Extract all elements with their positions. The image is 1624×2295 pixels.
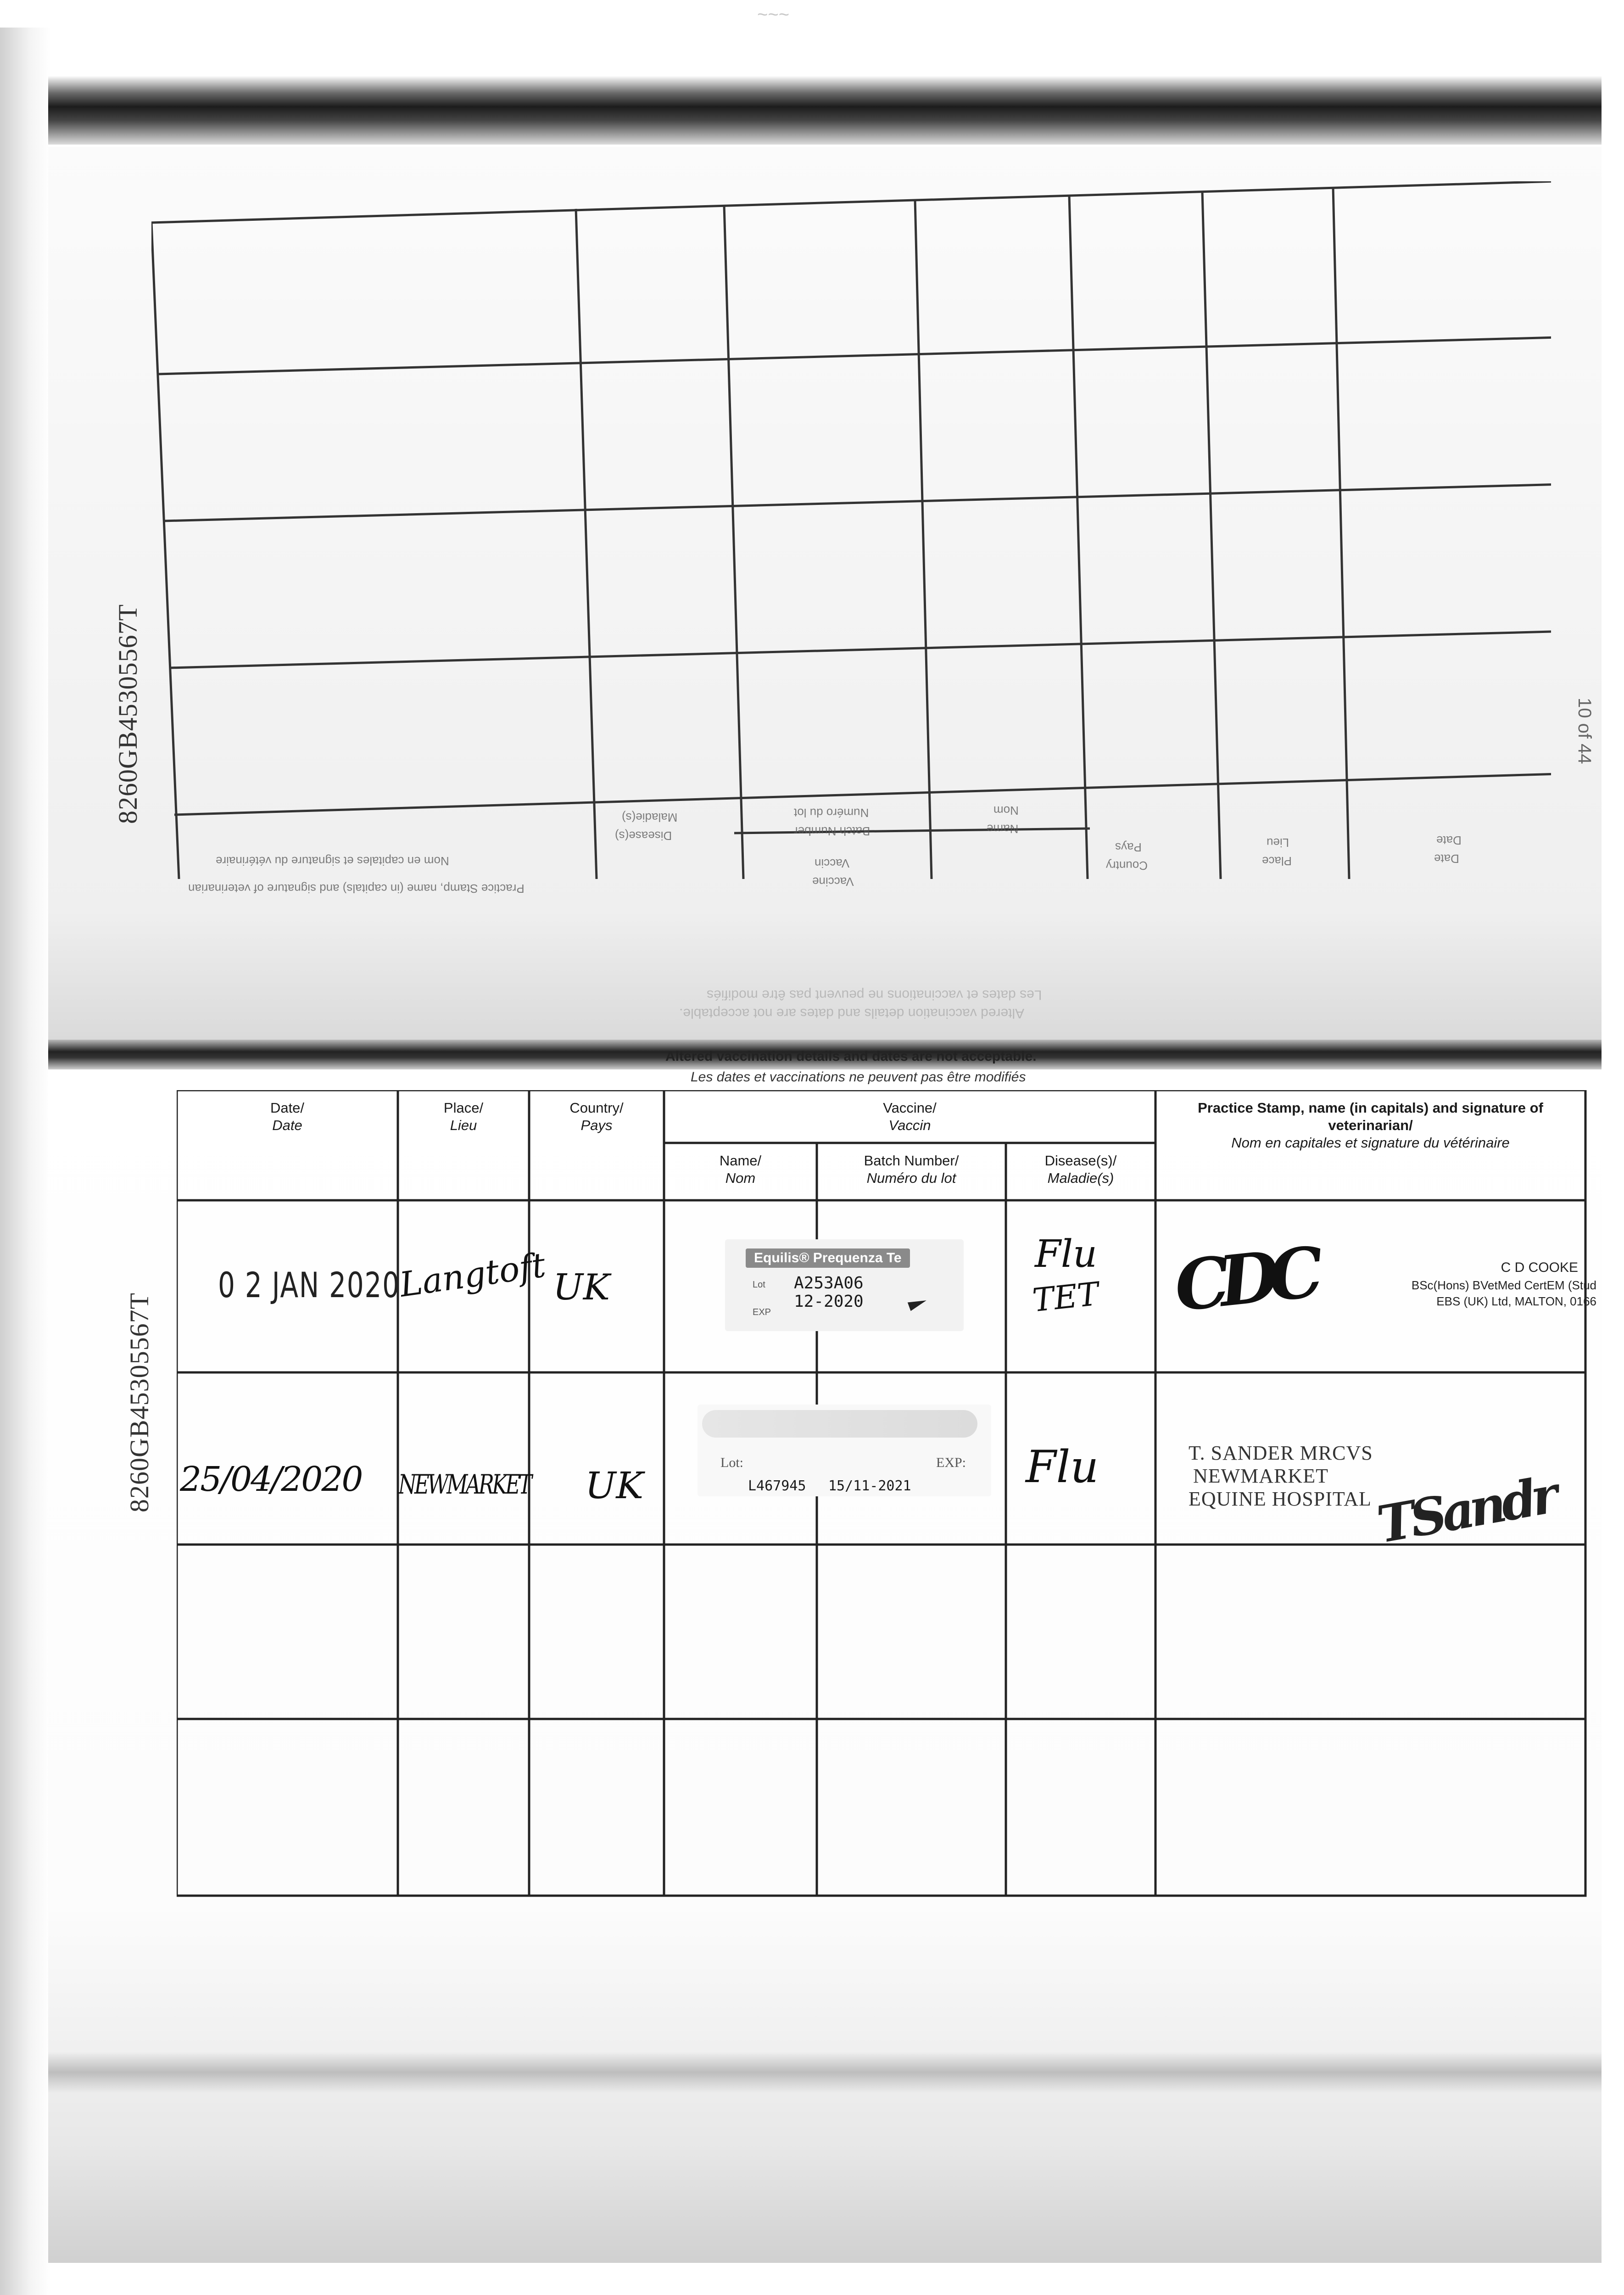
- row-1-lot: A253A06: [794, 1274, 864, 1293]
- row-1-disease-1: Flu: [1035, 1232, 1097, 1276]
- row-2-date: 25/04/2020: [180, 1460, 362, 1499]
- header-name-en: Name/: [719, 1153, 762, 1169]
- row-1-practice-company: EBS (UK) Ltd, MALTON, 0166: [1436, 1294, 1596, 1308]
- row-1-sticker-mark: [908, 1296, 928, 1311]
- row-1-disease-2: TET: [1031, 1275, 1101, 1320]
- header-practice-fr: Nom en capitales et signature du vétérinaire: [1231, 1135, 1510, 1151]
- row-1-date: 0 2 JAN 2020: [218, 1265, 400, 1305]
- header-practice: [1155, 1099, 1585, 1152]
- row-2-vaccine-sticker: [698, 1405, 991, 1496]
- header-vaccine-fr: Vaccin: [888, 1117, 931, 1133]
- upper-bleed-banner-fr: Les dates et vaccinations ne peuvent pas être modifiés: [707, 987, 1042, 1002]
- header-country-fr: Pays: [580, 1117, 613, 1133]
- upper-header-vaccine-fr: Vaccin: [815, 856, 850, 870]
- row-1-practice-name: C D COOKE: [1501, 1260, 1578, 1275]
- upper-horse-id: 8260GB45305567T: [113, 604, 143, 824]
- upper-header-name: Name: [987, 822, 1019, 836]
- header-disease-en: Disease(s)/: [1044, 1153, 1117, 1169]
- header-place-fr: Lieu: [450, 1117, 477, 1133]
- row-1-signature: CDC: [1171, 1232, 1318, 1327]
- row-1-vaccine-sticker: [725, 1239, 964, 1331]
- upper-header-place-fr: Lieu: [1267, 836, 1289, 850]
- header-batch-en: Batch Number/: [864, 1153, 959, 1169]
- row-2-exp-label: EXP:: [936, 1455, 966, 1470]
- page-number: 10 of 44: [1574, 698, 1595, 764]
- row-2-country: UK: [585, 1464, 644, 1507]
- row-2-lot: L467945: [748, 1478, 806, 1494]
- upper-header-country-fr: Pays: [1115, 840, 1142, 854]
- lower-horse-id: 8260GB45305567T: [124, 1293, 154, 1512]
- row-2-place: NEWMARKET: [398, 1469, 530, 1500]
- upper-header-country: Country: [1106, 859, 1148, 873]
- row-1-place: Langtoft: [397, 1245, 548, 1305]
- row-2-practice-line-3: EQUINE HOSPITAL: [1189, 1488, 1372, 1510]
- row-2-signature: TSandr: [1373, 1465, 1558, 1555]
- warning-banner-fr: Les dates et vaccinations ne peuvent pas être modifiés: [691, 1069, 1026, 1085]
- upper-header-disease: Disease(s): [615, 829, 672, 843]
- header-country-en: Country/: [569, 1100, 624, 1116]
- row-1-country: UK: [553, 1267, 610, 1308]
- upper-header-practice: Practice Stamp, name (in capitals) and signature of veterinarian: [188, 882, 525, 896]
- header-disease-fr: Maladie(s): [1047, 1170, 1114, 1186]
- upper-header-batch-fr: Numéro du lot: [794, 806, 869, 820]
- row-1-exp-label: EXP: [753, 1307, 771, 1317]
- row-1-exp: 12-2020: [794, 1292, 864, 1311]
- header-practice-line2: veterinarian/: [1328, 1117, 1413, 1133]
- header-date-en: Date/: [270, 1100, 305, 1116]
- upper-header-date-fr: Date: [1436, 834, 1462, 847]
- header-vaccine-en: Vaccine/: [883, 1100, 937, 1116]
- header-batch: [817, 1152, 1006, 1187]
- header-practice-line1: Practice Stamp, name (in capitals) and signature of: [1198, 1100, 1543, 1116]
- upper-header-name-fr: Nom: [993, 804, 1019, 817]
- upper-header-place: Place: [1262, 854, 1292, 868]
- upper-bleed-banner: Altered vaccination details and dates are not acceptable.: [679, 1006, 1025, 1021]
- row-1-lot-label: Lot: [753, 1280, 765, 1290]
- header-name-fr: Nom: [725, 1170, 756, 1186]
- header-place: [398, 1099, 529, 1134]
- header-batch-fr: Numéro du lot: [866, 1170, 956, 1186]
- header-date-fr: Date: [272, 1117, 302, 1133]
- header-date: [177, 1099, 398, 1134]
- row-2-practice-line-2: NEWMARKET: [1193, 1465, 1328, 1487]
- header-place-en: Place/: [443, 1100, 484, 1116]
- row-1-practice-quals: BSc(Hons) BVetMed CertEM (Stud: [1411, 1278, 1596, 1292]
- upper-header-disease-fr: Maladie(s): [622, 811, 678, 824]
- row-2-disease-1: Flu: [1026, 1441, 1099, 1493]
- row-1-vaccine-name: Equilis® Prequenza Te: [746, 1248, 910, 1268]
- header-disease: [1006, 1152, 1155, 1187]
- header-name: [664, 1152, 817, 1187]
- scan-smudge: ~~~: [757, 5, 790, 25]
- upper-header-batch: Batch Number: [794, 824, 871, 838]
- upper-header-vaccine: Vaccine: [812, 875, 854, 889]
- row-2-exp: 15/11-2021: [828, 1478, 911, 1494]
- row-2-lot-label: Lot:: [720, 1455, 743, 1470]
- scan-top-edge: [48, 76, 1602, 145]
- upper-header-practice-fr: Nom en capitales et signature du vétérinaire: [216, 854, 449, 868]
- header-vaccine: [664, 1099, 1155, 1134]
- warning-banner: Altered vaccination details and dates are not acceptable.: [665, 1049, 1037, 1064]
- row-2-practice-line-1: T. SANDER MRCVS: [1189, 1442, 1373, 1464]
- upper-vaccination-table: [151, 181, 1551, 879]
- row-2-sticker-logo: [702, 1410, 977, 1438]
- scan-left-shadow: [0, 28, 50, 2295]
- upper-header-date: Date: [1434, 852, 1459, 866]
- header-country: [529, 1099, 664, 1134]
- scan-bottom-edge: [48, 2052, 1602, 2093]
